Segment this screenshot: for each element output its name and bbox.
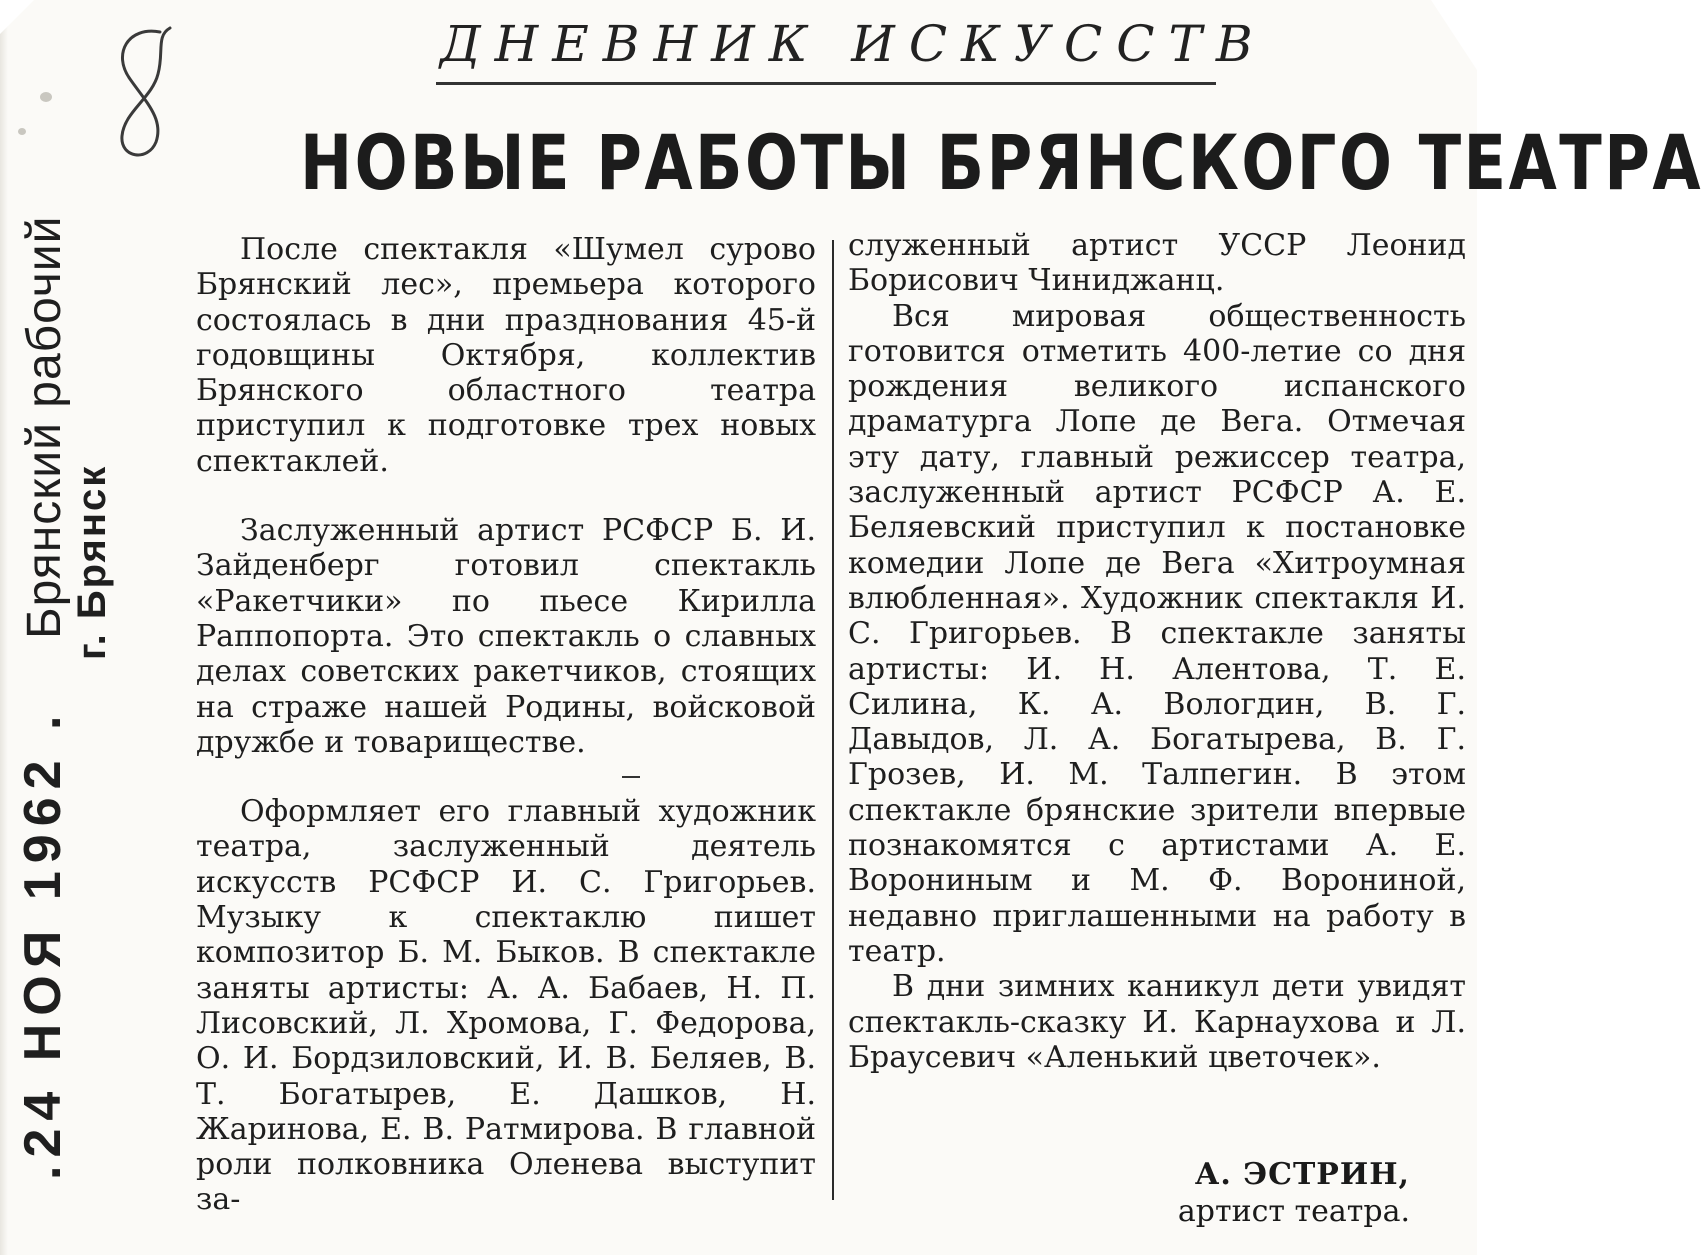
stamp-source-line bbox=[14, 215, 72, 1180]
column-divider bbox=[832, 240, 834, 1200]
paragraph: Заслуженный артист РСФСР Б. И. Зайденберг готовил спектакль «Ракетчики» по пьесе Кирилла Раппопорта. Это спектакль о славных делах советских ракетчиков, стоящих на страже нашей Родины, войсковой дружбе и товариществе. bbox=[196, 513, 816, 760]
stamp-date: .24 НОЯ 1962 . bbox=[14, 707, 72, 1180]
author-signature bbox=[1150, 1156, 1410, 1230]
paragraph: В дни зимних каникул дети увидят спектакль-сказку И. Карнаухова и Л. Браусевич «Аленький цветочек». bbox=[848, 969, 1466, 1075]
paragraph-separator-dash bbox=[622, 776, 640, 778]
article-column-left bbox=[196, 232, 816, 1252]
rubric-underline bbox=[436, 82, 1216, 85]
paper-edge-shadow bbox=[0, 0, 8, 1255]
stamp-city-line bbox=[70, 220, 114, 1180]
article-column-right bbox=[848, 228, 1466, 1075]
stamp-source: Брянский рабочий bbox=[18, 215, 71, 639]
paragraph: Вся мировая общественность готовится отметить 400-летие со дня рождения великого испанского драматурга Лопе де Вега. Отмечая эту дату, главный режиссер театра, заслуженный артист РСФСР А. Е. Беляевский приступил к постановке комедии Лопе де Вега «Хитроумная влюбленная». Художник спектакля И. С. Григорьев. В спектакле заняты артисты: И. Н. Алентова, Т. Е. Силина, К. А. Вологдин, В. Г. Давыдов, Л. А. Богатырева, В. Г. Грозев, И. М. Талпегин. В этом спектакле брянские зрители впервые познакомятся с артистами А. Е. Ворониным и М. Ф. Ворониной, недавно приглашенными на работу в театр. bbox=[848, 298, 1466, 969]
article-headline: НОВЫЕ РАБОТЫ БРЯНСКОГО ТЕАТРА bbox=[300, 118, 1703, 207]
paragraph: Оформляет его главный художник театра, заслуженный деятель искусств РСФСР И. С. Григорьев. Музыку к спектаклю пишет композитор Б. М. Быков. В спектакле заняты артисты: А. А. Бабаев, Н. П. Лисовский, Л. Хромова, Г. Федорова, О. И. Бордзиловский, И. В. Беляев, В. Т. Богатырев, Е. Дашков, Н. Жаринова, Е. В. Ратмирова. В главной роли полковника Оленева выступит за- bbox=[196, 794, 816, 1218]
author-name: А. ЭСТРИН, bbox=[1194, 1157, 1410, 1192]
archive-stamp bbox=[14, 215, 114, 1180]
paper-speck bbox=[40, 92, 52, 102]
author-role: артист театра. bbox=[1177, 1194, 1410, 1229]
handwritten-number-mark bbox=[108, 24, 178, 164]
paper-speck bbox=[18, 128, 26, 135]
paragraph: После спектакля «Шумел сурово Брянский лес», премьера которого состоялась в дни празднования 45-й годовщины Октября, коллектив Брянского областного театра приступил к подготовке трех новых спектаклей. bbox=[196, 232, 816, 479]
clipped-corner-top-left bbox=[0, 0, 34, 34]
section-rubric: ДНЕВНИК ИСКУССТВ bbox=[440, 15, 1267, 73]
paragraph: служенный артист УССР Леонид Борисович Чиниджанц. bbox=[848, 228, 1466, 299]
clipped-corner-top-right bbox=[1431, 0, 1477, 70]
stamp-city: г. Брянск bbox=[70, 464, 114, 660]
handwritten-eight-icon bbox=[108, 24, 178, 164]
